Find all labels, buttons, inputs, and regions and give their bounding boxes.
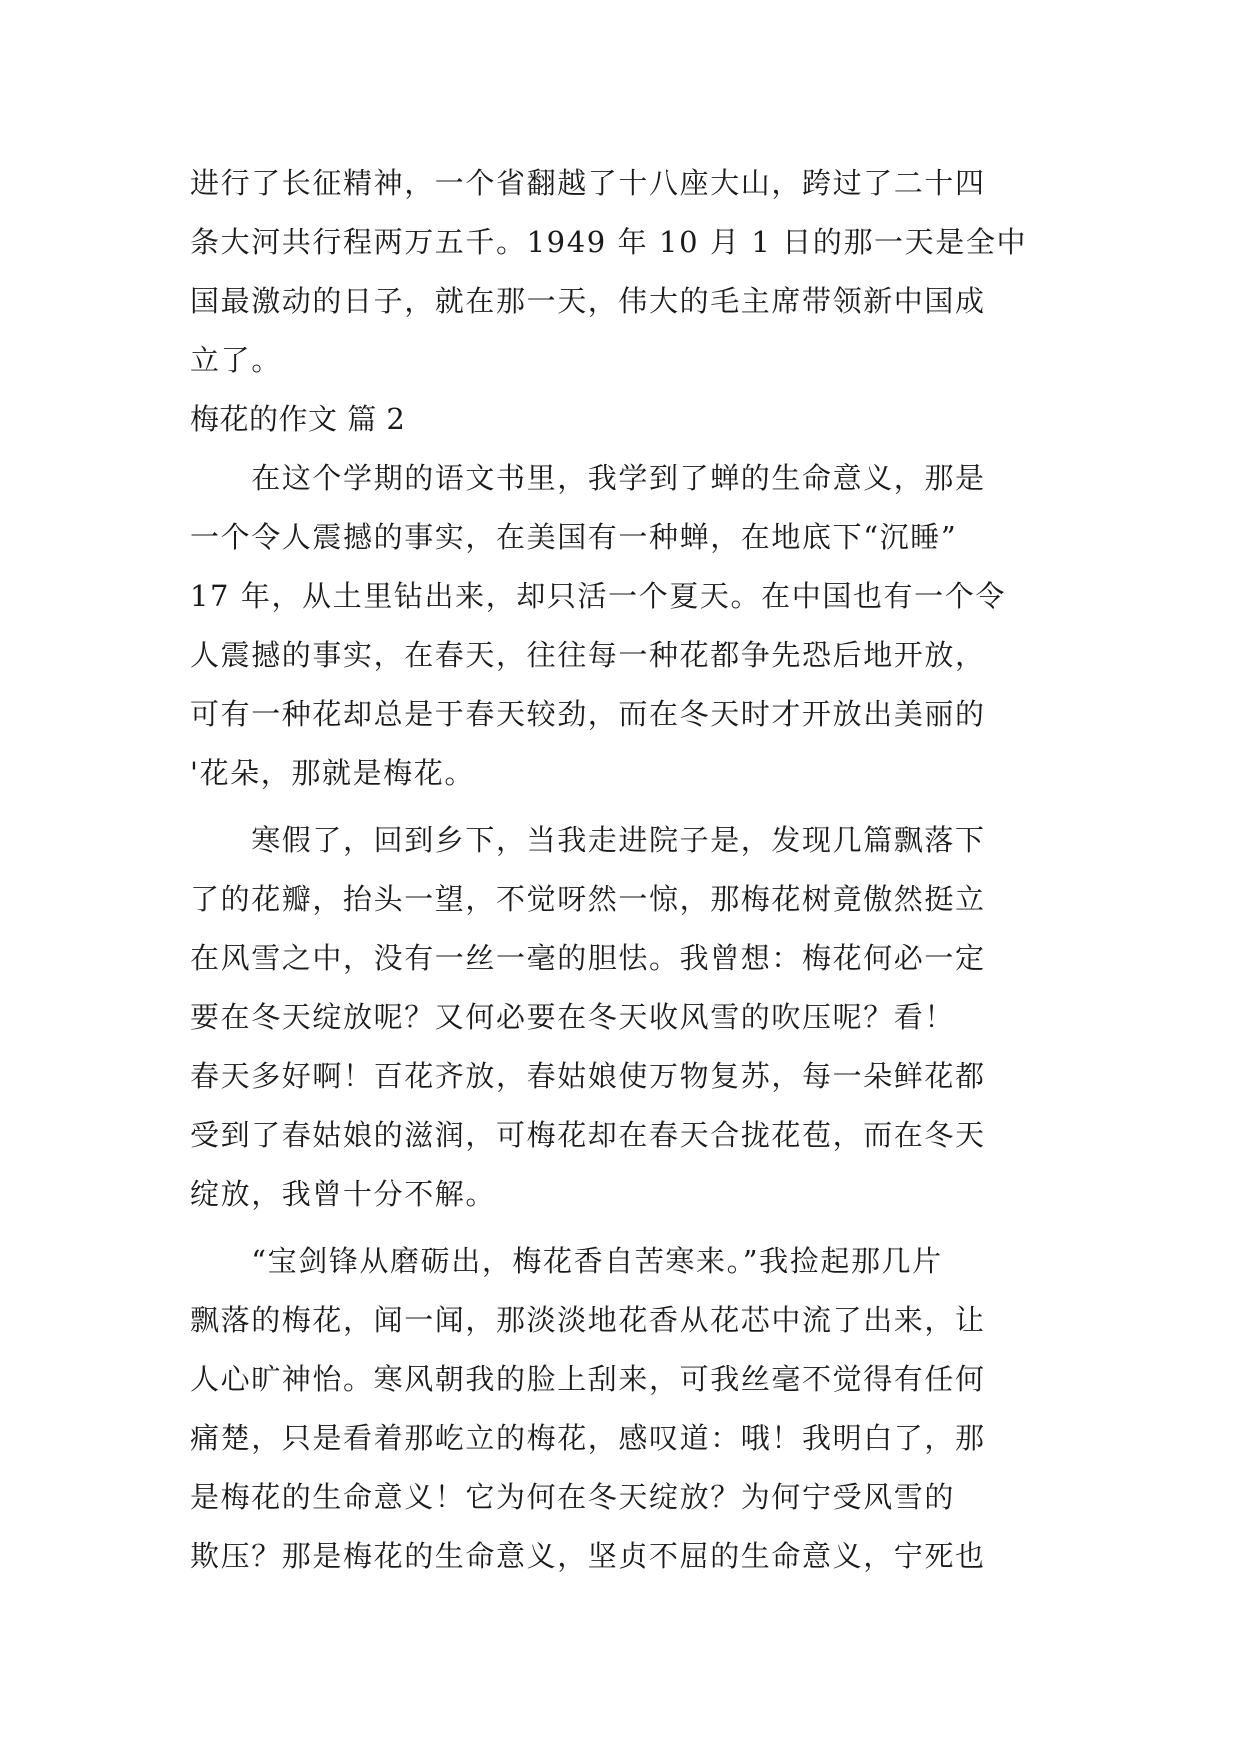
text-line: 一个令人震撼的事实，在美国有一种蝉，在地底下“沉睡”: [190, 520, 958, 554]
text-line: 绽放，我曾十分不解。: [190, 1177, 497, 1211]
paragraph-spacer: [190, 803, 1050, 811]
text-line: 寒假了，回到乡下，当我走进院子是，发现几篇飘落下: [190, 823, 986, 857]
text-line: '花朵，那就是梅花。: [190, 756, 475, 790]
text-line: 了的花瓣，抬头一望，不觉呀然一惊，那梅花树竟傲然挺立: [190, 882, 986, 916]
document-body: [190, 154, 1050, 1586]
text-line: 在这个学期的语文书里，我学到了蝉的生命意义，那是: [190, 461, 986, 495]
text-line: 是梅花的生命意义！它为何在冬天绽放？为何宁受风雪的: [190, 1480, 956, 1514]
text-line: 在风雪之中，没有一丝一毫的胆怯。我曾想：梅花何必一定: [190, 941, 986, 975]
text-line: 痛楚，只是看着那屹立的梅花，感叹道：哦！我明白了，那: [190, 1421, 986, 1455]
text-line: 受到了春姑娘的滋润，可梅花却在春天合拢花苞，而在冬天: [190, 1118, 986, 1152]
section-heading: 梅花的作文 篇 2: [190, 402, 406, 436]
paragraph-4: [190, 1232, 1050, 1586]
text-line: 可有一种花却总是于春天较劲，而在冬天时才开放出美丽的: [190, 697, 986, 731]
paragraph-3: [190, 811, 1050, 1224]
paragraph-2: [190, 449, 1050, 803]
text-line: 立了。: [190, 343, 282, 377]
paragraph-1: [190, 154, 1050, 390]
text-line: 条大河共行程两万五千。1949 年 10 月 1 日的那一天是全中: [190, 225, 1028, 259]
text-line: 进行了长征精神，一个省翻越了十八座大山，跨过了二十四: [190, 166, 986, 200]
text-line: 人心旷神怡。寒风朝我的脸上刮来，可我丝毫不觉得有任何: [190, 1362, 986, 1396]
text-line: 春天多好啊！百花齐放，春姑娘使万物复苏，每一朵鲜花都: [190, 1059, 986, 1093]
text-line: 17 年，从土里钻出来，却只活一个夏天。在中国也有一个令: [190, 579, 1006, 613]
paragraph-spacer: [190, 1224, 1050, 1232]
text-line: “宝剑锋从磨砺出，梅花香自苦寒来。”我捡起那几片: [190, 1244, 943, 1278]
text-line: 要在冬天绽放呢？又何必要在冬天收风雪的吹压呢？看！: [190, 1000, 956, 1034]
text-line: 飘落的梅花，闻一闻，那淡淡地花香从花芯中流了出来，让: [190, 1303, 986, 1337]
text-line: 国最激动的日子，就在那一天，伟大的毛主席带领新中国成: [190, 284, 986, 318]
text-line: 欺压？那是梅花的生命意义，坚贞不屈的生命意义，宁死也: [190, 1539, 986, 1573]
text-line: 人震撼的事实，在春天，往往每一种花都争先恐后地开放，: [190, 638, 986, 672]
